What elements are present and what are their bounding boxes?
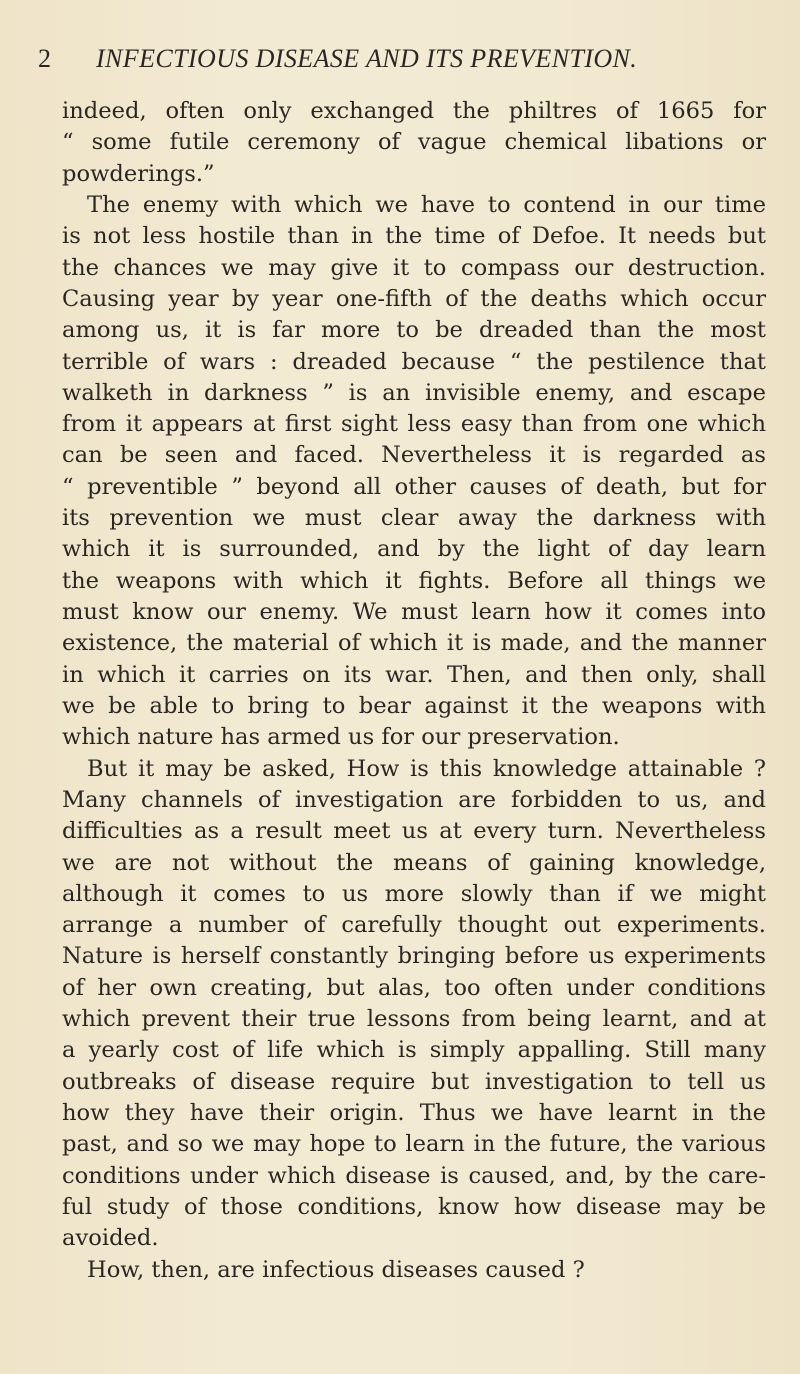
text-line-20: we be able to bring to bear against it the weapons with bbox=[62, 692, 766, 719]
text-line-33: how they have their origin. Thus we have learnt in the bbox=[62, 1100, 766, 1126]
text-line-13: “ preventible ” beyond all other causes of death, but for bbox=[62, 473, 766, 500]
text-line-34: past, and so we may hope to learn in the future, the various bbox=[62, 1131, 766, 1158]
running-head-title: INFECTIOUS DISEASE AND ITS PREVENTION. bbox=[96, 44, 638, 73]
text-line-2: “ some futile ceremony of vague chemical libations or bbox=[62, 129, 766, 156]
text-line-36: ful study of those conditions, know how disease may be bbox=[62, 1193, 766, 1220]
text-line-12: can be seen and faced. Nevertheless it is regarded as bbox=[62, 442, 766, 469]
text-line-21: which nature has armed us for our preservation. bbox=[62, 724, 620, 751]
text-line-3: powderings.” bbox=[62, 160, 215, 187]
text-line-16: the weapons with which it fights. Before all things we bbox=[62, 567, 766, 594]
text-line-23: Many channels of investigation are forbidden to us, and bbox=[62, 786, 766, 813]
text-line-29: of her own creating, but alas, too often under conditions bbox=[62, 974, 766, 1001]
text-line-10: walketh in darkness ” is an invisible enemy, and escape bbox=[62, 379, 766, 406]
text-line-22: But it may be asked, How is this knowledge attainable ? bbox=[87, 755, 766, 782]
text-line-37: avoided. bbox=[62, 1225, 159, 1252]
text-line-7: Causing year by year one-fifth of the deaths which occur bbox=[62, 285, 766, 312]
running-head bbox=[38, 44, 768, 80]
text-line-31: a yearly cost of life which is simply appalling. Still many bbox=[62, 1037, 766, 1064]
text-line-19: in which it carries on its war. Then, and then only, shall bbox=[62, 661, 766, 688]
text-line-24: difficulties as a result meet us at every turn. Nevertheless bbox=[62, 818, 766, 845]
text-line-27: arrange a number of carefully thought out experiments. bbox=[62, 912, 766, 939]
text-line-17: must know our enemy. We must learn how it comes into bbox=[62, 599, 766, 625]
text-line-38: How, then, are infectious diseases caused ? bbox=[87, 1256, 585, 1283]
text-line-11: from it appears at first sight less easy than from one which bbox=[62, 411, 766, 438]
body-text bbox=[62, 96, 766, 1286]
text-line-18: existence, the material of which it is made, and the manner bbox=[62, 630, 766, 657]
text-line-5: is not less hostile than in the time of Defoe. It needs but bbox=[62, 223, 766, 250]
text-line-4: The enemy with which we have to contend in our time bbox=[87, 191, 766, 218]
text-line-30: which prevent their true lessons from being learnt, and at bbox=[62, 1006, 766, 1033]
text-line-32: outbreaks of disease require but investigation to tell us bbox=[62, 1068, 766, 1095]
text-line-1: indeed, often only exchanged the philtres of 1665 for bbox=[62, 98, 766, 124]
text-line-6: the chances we may give it to compass our destruction. bbox=[62, 254, 766, 281]
text-line-8: among us, it is far more to be dreaded than the most bbox=[62, 317, 766, 344]
page-number: 2 bbox=[38, 44, 52, 73]
text-line-14: its prevention we must clear away the darkness with bbox=[62, 505, 766, 532]
text-line-15: which it is surrounded, and by the light of day learn bbox=[62, 536, 766, 563]
text-line-25: we are not without the means of gaining knowledge, bbox=[62, 849, 766, 876]
text-line-28: Nature is herself constantly bringing before us experiments bbox=[62, 943, 766, 970]
text-line-9: terrible of wars : dreaded because “ the pestilence that bbox=[62, 348, 766, 375]
text-line-35: conditions under which disease is caused, and, by the care- bbox=[62, 1162, 766, 1189]
text-line-26: although it comes to us more slowly than if we might bbox=[62, 880, 766, 907]
